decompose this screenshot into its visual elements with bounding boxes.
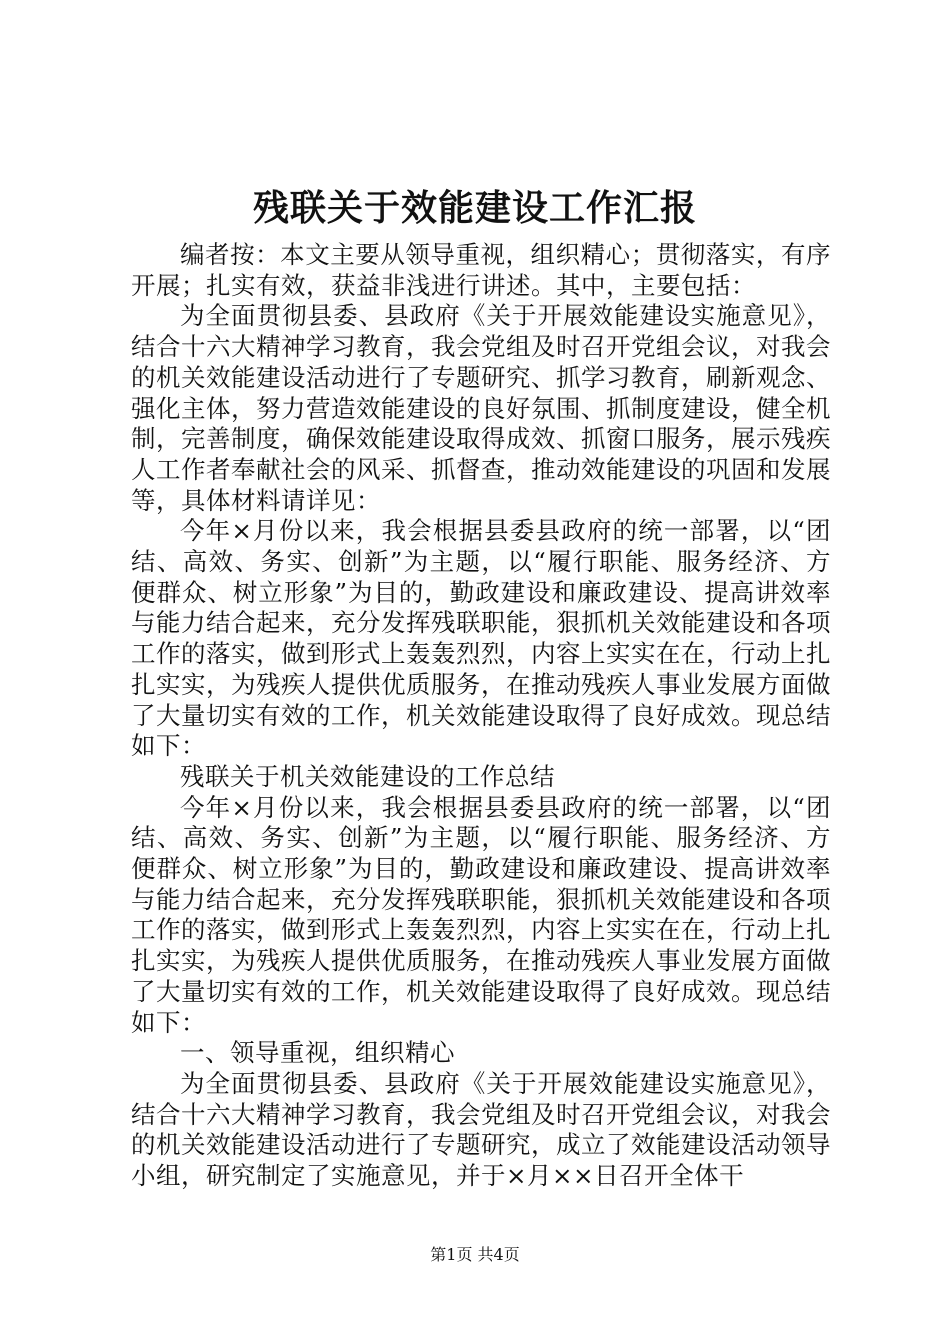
page-number-footer: 第1页 共4页 bbox=[430, 1245, 520, 1264]
body-paragraph: 为全面贯彻县委、县政府《关于开展效能建设实施意见》，结合十六大精神学习教育，我会党组及时召开党组会议，对我会的机关效能建设活动进行了专题研究、抓学习教育，刷新观念、强化主体，努力营造效能建设的良好氛围、抓制度建设，健全机制，完善制度，确保效能建设取得成效、抓窗口服务，展示残疾人工作者奉献社会的风采、抓督查，推动效能建设的巩固和发展等，具体材料请详见： bbox=[131, 301, 831, 515]
body-paragraph: 今年×月份以来，我会根据县委县政府的统一部署，以“团结、高效、务实、创新”为主题，以“履行职能、服务经济、方便群众、树立形象”为目的，勤政建设和廉政建设、提高讲效率与能力结合起来，充分发挥残联职能，狠抓机关效能建设和各项工作的落实，做到形式上轰轰烈烈，内容上实实在在，行动上扎扎实实，为残疾人提供优质服务，在推动残疾人事业发展方面做了大量切实有效的工作，机关效能建设取得了良好成效。现总结如下： bbox=[131, 516, 831, 761]
page-title: 残联关于效能建设工作汇报 bbox=[252, 187, 697, 229]
document-body bbox=[131, 240, 831, 1192]
body-paragraph: 今年×月份以来，我会根据县委县政府的统一部署，以“团结、高效、务实、创新”为主题，以“履行职能、服务经济、方便群众、树立形象”为目的，勤政建设和廉政建设、提高讲效率与能力结合起来，充分发挥残联职能，狠抓机关效能建设和各项工作的落实，做到形式上轰轰烈烈，内容上实实在在，行动上扎扎实实，为残疾人提供优质服务，在推动残疾人事业发展方面做了大量切实有效的工作，机关效能建设取得了良好成效。现总结如下： bbox=[131, 792, 831, 1037]
section-heading: 残联关于机关效能建设的工作总结 bbox=[180, 761, 555, 791]
editor-note-paragraph: 编者按：本文主要从领导重视，组织精心；贯彻落实，有序开展；扎实有效，获益非浅进行讲述。其中，主要包括： bbox=[131, 240, 831, 300]
section-heading: 一、领导重视，组织精心 bbox=[180, 1038, 455, 1068]
body-paragraph: 为全面贯彻县委、县政府《关于开展效能建设实施意见》，结合十六大精神学习教育，我会党组及时召开党组会议，对我会的机关效能建设活动进行了专题研究，成立了效能建设活动领导小组，研究制定了实施意见，并于×月××日召开全体干 bbox=[131, 1068, 831, 1191]
